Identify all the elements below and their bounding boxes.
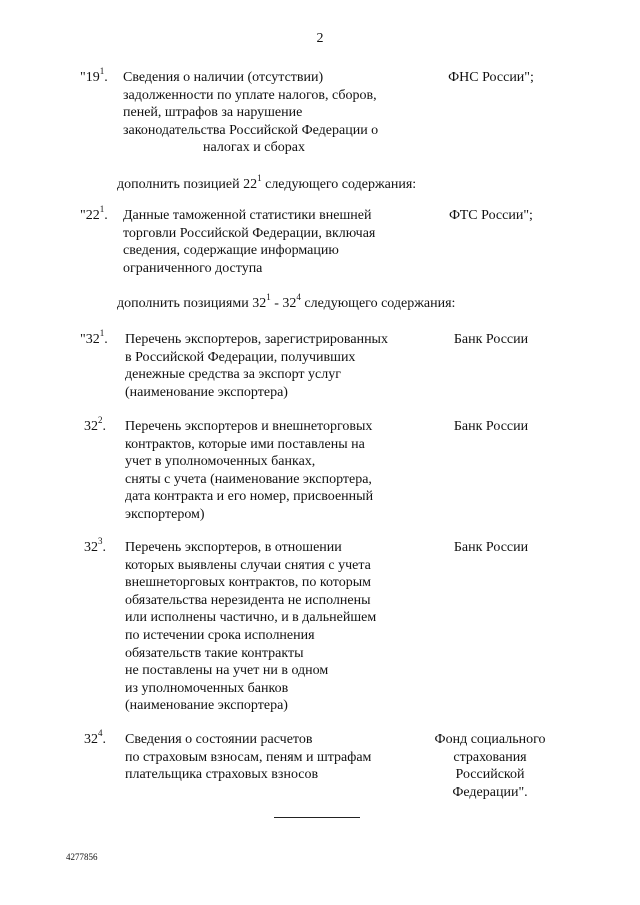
- entry-description: Сведения о состоянии расчетов по страховым взносам, пеням и штрафам плательщика страховых взносов: [125, 732, 372, 783]
- page-number: 2: [316, 31, 324, 46]
- amendment-paragraph: дополнить позициями $32^1 - 32^4$ следующего содержания:: [117, 292, 456, 311]
- entry-description: Данные таможенной статистики внешней торговли Российской Федерации, включая сведения, содержащие информацию ограниченного доступа: [123, 208, 376, 276]
- entry-description: Перечень экспортеров и внешнеторговых контрактов, которые ими поставлены на учет в уполномоченных банках, сняты с учета (наименование экспортера, дата контракта и его номер, присвоенный экспортером): [125, 419, 374, 522]
- entry-agency: Банк России: [453, 419, 529, 434]
- amendment-paragraph: дополнить позицией $22^1$ следующего содержания:: [117, 173, 417, 192]
- entry-agency: ФТС России";: [449, 208, 533, 223]
- entry-description: Перечень экспортеров, в отношении которых выявлены случаи снятия с учета внешнеторговых контрактов, по которым обязательства нерезидента не исполнены или исполнены частично, и в дальнейшем по истечении срока исполнения обязательств такие контракты не поставлены на учет ни в одном из уполномоченных банков (наименование экспортера): [125, 540, 377, 714]
- entry-code: "$19^1$.: [80, 66, 108, 85]
- document-id: 4277856: [66, 852, 98, 862]
- entry-code: "$22^1$.: [80, 204, 108, 223]
- entry-code: $32^2$.: [84, 415, 106, 434]
- entry-code: $32^4$.: [84, 728, 106, 747]
- entry-agency: Фонд социального страхования Российской Федерации".: [434, 732, 546, 800]
- entry-agency: Банк России: [453, 540, 529, 555]
- entry-agency: ФНС России";: [448, 70, 534, 85]
- closing-rule: [274, 817, 360, 818]
- entry-description: Перечень экспортеров, зарегистрированных в Российской Федерации, получивших денежные средства за экспорт услуг (наименование экспортера): [125, 332, 388, 400]
- entry-code: "$32^1$.: [80, 328, 108, 347]
- entry-code: $32^3$.: [84, 536, 106, 555]
- entry-agency: Банк России: [453, 332, 529, 347]
- entry-description: Сведения о наличии (отсутствии) задолженности по уплате налогов, сборов, пеней, штрафов за нарушение законодательства Российской Федерации о налогах и сборах: [123, 70, 379, 156]
